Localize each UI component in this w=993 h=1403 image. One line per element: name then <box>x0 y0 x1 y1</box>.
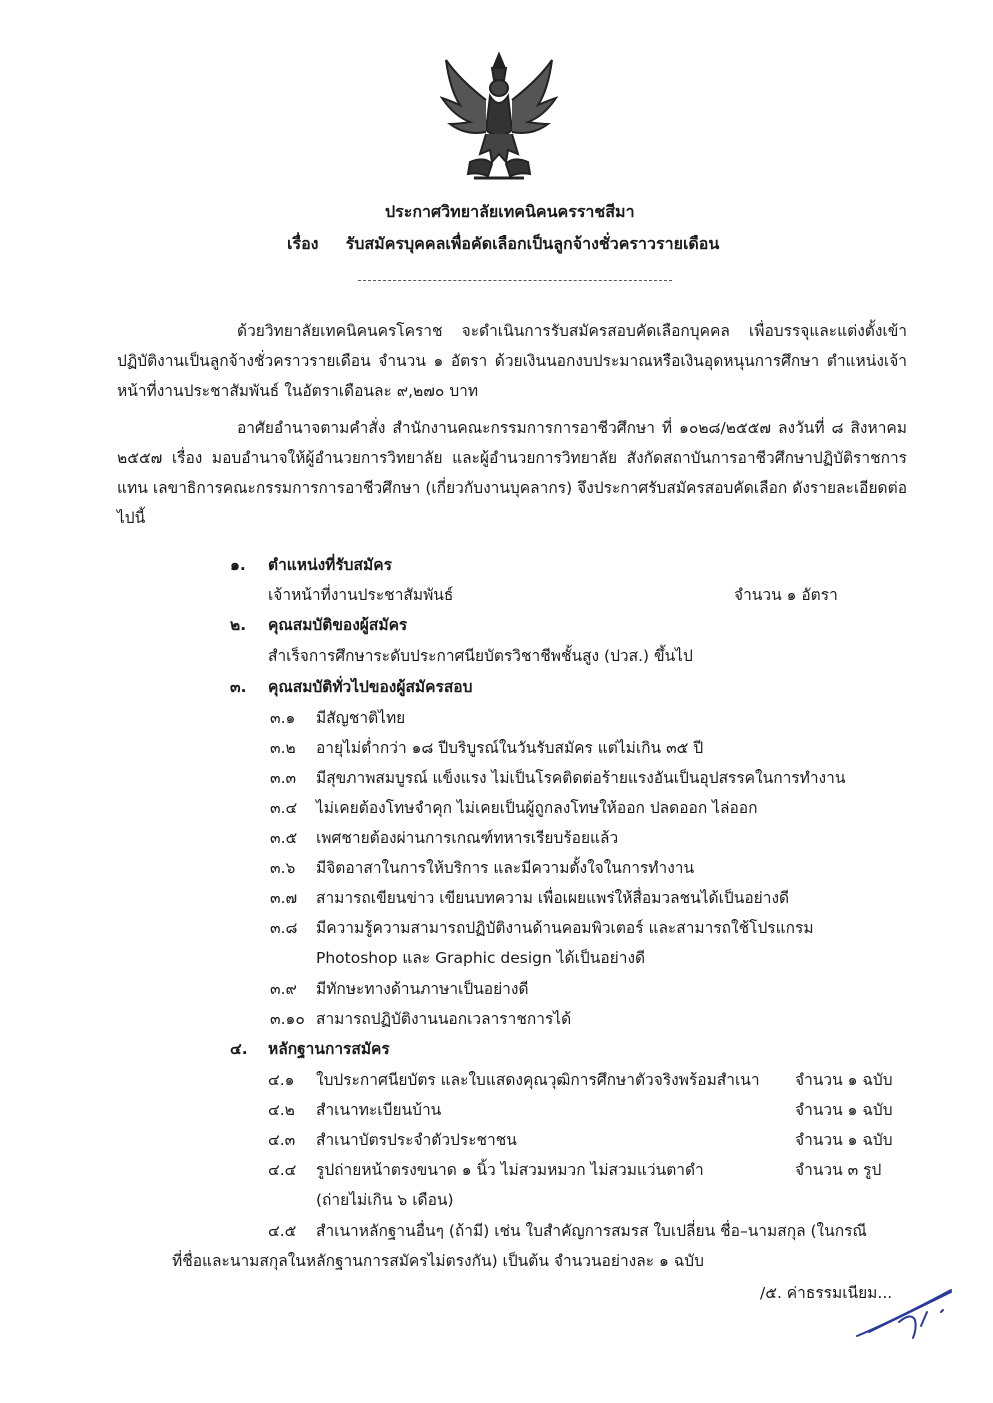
list-item-number: ๓.๒ <box>270 739 296 757</box>
list-item-text-continued: Photoshop และ Graphic design ได้เป็นอย่างดี <box>316 949 646 967</box>
list-item-number: ๔.๒ <box>268 1101 295 1119</box>
announcement-title: ประกาศวิทยาลัยเทคนิคนครราชสีมา <box>385 202 635 221</box>
intro-paragraph-2: อาศัยอำนาจตามคำสั่ง สำนักงานคณะกรรมการการอาชีวศึกษา ที่ ๑๐๒๘/๒๕๕๗ ลงวันที่ ๘ สิงหาคม ๒๕๕๗ เรื่อง มอบอำนาจให้ผู้อำนวยการวิทยาลัย และผู้อำนวยการวิทยาลัย สังกัดสถาบันการอาชีวศึกษาปฏิบัติราชการแทน เลขาธิการคณะกรรมการการอาชีวศึกษา (เกี่ยวกับงานบุคลากร) จึงประกาศรับสมัครสอบคัดเลือก ดังรายละเอียดต่อไปนี้ <box>117 419 907 527</box>
list-item-text: สามารถปฏิบัติงานนอกเวลาราชการได้ <box>316 1010 572 1028</box>
list-item-number: ๓.๙ <box>270 980 297 998</box>
section-2-heading: คุณสมบัติของผู้สมัคร <box>268 616 408 634</box>
list-item-text: มีสุขภาพสมบูรณ์ แข็งแรง ไม่เป็นโรคติดต่อร้ายแรงอันเป็นอุปสรรคในการทำงาน <box>316 769 846 787</box>
list-item-count: จำนวน ๑ ฉบับ <box>795 1101 893 1119</box>
subject-label: เรื่อง <box>287 234 319 253</box>
position-count: จำนวน ๑ อัตรา <box>734 586 838 604</box>
section-3-heading: คุณสมบัติทั่วไปของผู้สมัครสอบ <box>268 678 473 696</box>
list-item-text-continued: ที่ชื่อและนามสกุลในหลักฐานการสมัครไม่ตรงกัน) เป็นต้น จำนวนอย่างละ ๑ ฉบับ <box>172 1252 704 1270</box>
list-item-text: มีทักษะทางด้านภาษาเป็นอย่างดี <box>316 980 529 998</box>
continued-on-next-page: /๕. ค่าธรรมเนียม... <box>760 1284 893 1302</box>
list-item-text: สามารถเขียนข่าว เขียนบทความ เพื่อเผยแพร่ให้สื่อมวลชนได้เป็นอย่างดี <box>316 889 790 907</box>
list-item-number: ๔.๔ <box>268 1161 297 1179</box>
list-item-number: ๔.๓ <box>268 1131 296 1149</box>
list-item-number: ๓.๑๐ <box>270 1010 305 1028</box>
section-4-number: ๔. <box>230 1040 248 1058</box>
list-item-text: สำเนาหลักฐานอื่นๆ (ถ้ามี) เช่น ใบสำคัญการสมรส ใบเปลี่ยน ชื่อ–นามสกุล (ในกรณี <box>316 1222 867 1240</box>
list-item-text: ไม่เคยต้องโทษจำคุก ไม่เคยเป็นผู้ถูกลงโทษให้ออก ปลดออก ไล่ออก <box>316 799 758 817</box>
dashed-divider <box>358 280 672 281</box>
list-item-number: ๓.๖ <box>270 859 296 877</box>
section-2-number: ๒. <box>230 616 247 634</box>
list-item-text-continued: (ถ่ายไม่เกิน ๖ เดือน) <box>316 1191 454 1209</box>
list-item-count: จำนวน ๑ ฉบับ <box>795 1131 893 1149</box>
list-item-text: มีสัญชาติไทย <box>316 709 406 727</box>
position-name: เจ้าหน้าที่งานประชาสัมพันธ์ <box>268 586 454 604</box>
list-item-number: ๓.๘ <box>270 919 298 937</box>
list-item-text: มีความรู้ความสามารถปฏิบัติงานด้านคอมพิวเตอร์ และสามารถใช้โปรแกรม <box>316 919 814 937</box>
list-item-number: ๓.๗ <box>270 889 298 907</box>
list-item-text: เพศชายต้องผ่านการเกณฑ์ทหารเรียบร้อยแล้ว <box>316 829 619 847</box>
section-1-number: ๑. <box>230 556 246 574</box>
list-item-text: ใบประกาศนียบัตร และใบแสดงคุณวุฒิการศึกษาตัวจริงพร้อมสำเนา <box>316 1071 760 1089</box>
qualification-text: สำเร็จการศึกษาระดับประกาศนียบัตรวิชาชีพชั้นสูง (ปวส.) ขึ้นไป <box>268 647 693 665</box>
list-item-count: จำนวน ๓ รูป <box>795 1161 882 1179</box>
list-item-text: สำเนาบัตรประจำตัวประชาชน <box>316 1131 517 1149</box>
list-item-text: อายุไม่ต่ำกว่า ๑๘ ปีบริบูรณ์ในวันรับสมัคร แต่ไม่เกิน ๓๕ ปี <box>316 739 704 757</box>
list-item-text: รูปถ่ายหน้าตรงขนาด ๑ นิ้ว ไม่สวมหมวก ไม่สวมแว่นตาดำ <box>316 1161 704 1179</box>
list-item-text: มีจิตอาสาในการให้บริการ และมีความตั้งใจในการทำงาน <box>316 859 695 877</box>
subject-line <box>0 232 993 257</box>
list-item-number: ๔.๕ <box>268 1222 297 1240</box>
section-4-heading: หลักฐานการสมัคร <box>268 1040 390 1058</box>
list-item-number: ๔.๑ <box>268 1071 295 1089</box>
intro-paragraph-1: ด้วยวิทยาลัยเทคนิคนครโคราช จะดำเนินการรับสมัครสอบคัดเลือกบุคคล เพื่อบรรจุและแต่งตั้งเข้าปฏิบัติงานเป็นลูกจ้างชั่วคราวรายเดือน จำนวน ๑ อัตรา ด้วยเงินนอกงบประมาณหรือเงินอุดหนุนการศึกษา ตำแหน่งเจ้าหน้าที่งานประชาสัมพันธ์ ในอัตราเดือนละ ๙,๒๗๐ บาท <box>117 322 907 400</box>
list-item-number: ๓.๑ <box>270 709 296 727</box>
section-1-heading: ตำแหน่งที่รับสมัคร <box>268 556 392 574</box>
list-item-number: ๓.๕ <box>270 829 298 847</box>
signature-initials <box>855 1282 965 1344</box>
list-item-number: ๓.๓ <box>270 769 297 787</box>
list-item-text: สำเนาทะเบียนบ้าน <box>316 1101 442 1119</box>
garuda-emblem <box>440 50 558 185</box>
list-item-count: จำนวน ๑ ฉบับ <box>795 1071 893 1089</box>
list-item-number: ๓.๔ <box>270 799 298 817</box>
section-3-number: ๓. <box>230 678 247 696</box>
subject-text: รับสมัครบุคคลเพื่อคัดเลือกเป็นลูกจ้างชั่วคราวรายเดือน <box>345 234 720 253</box>
